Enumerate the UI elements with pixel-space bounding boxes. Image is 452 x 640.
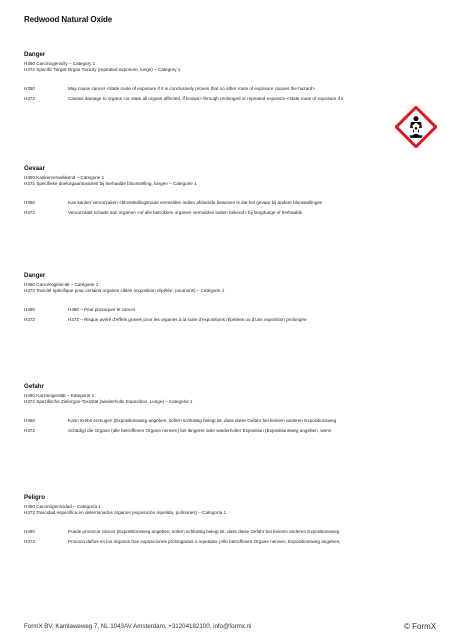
hazard-statement xyxy=(24,317,424,323)
hazard-statement xyxy=(24,529,424,535)
hazard-statement xyxy=(24,307,424,313)
hazard-code: H350 xyxy=(24,529,35,534)
classification-line: H350 Cancérogénicité – Catégorie 1 xyxy=(24,282,99,287)
signal-word: Gevaar xyxy=(24,165,45,172)
hazard-text: Veroorzaakt schade aan organen <of alle betrokken organen vermelden indien bekend> bij langdurige of herhaalde xyxy=(68,209,303,215)
hazard-code: H372 xyxy=(24,316,35,322)
classification-line: H350 Kankerverwekkend – Categorie 1 xyxy=(24,175,105,180)
hazard-statement xyxy=(24,96,424,102)
hazard-code: H350 xyxy=(24,418,35,423)
hazard-text: May cause cancer <state route of exposure if it is conclusively proven that no other route of exposure causes the hazard> xyxy=(68,86,315,91)
hazard-code: H350 xyxy=(24,307,35,312)
classification-line: H350 Carcinogenicity – Category 1 xyxy=(24,61,96,66)
hazard-statement xyxy=(24,539,424,545)
document-title: Redwood Natural Oxide xyxy=(24,15,113,24)
classification-line: H350 Carcinogenicidad – Categoría 1 xyxy=(24,504,101,509)
hazard-statement xyxy=(24,210,424,216)
hazard-code: H372 xyxy=(24,95,35,101)
hazard-statement xyxy=(24,200,424,206)
classification-line: H372 Toxicidad específica en determinados órganos (exposición repetida, pulmones) – Categoría 1 xyxy=(24,510,227,515)
classification-line: H372 Spezifische Zielorgan-Toxizität (wiederholte Exposition, Lunge) – Kategorie 1 xyxy=(24,399,193,404)
hazard-statements xyxy=(24,418,424,434)
classification-line: H350 Karzinogenität – Kategorie 1 xyxy=(24,393,95,398)
footer-address: FormX BV, Kamlaweweg 7, NL 1043AV Amsterdam, +31204182100, info@formx.nl xyxy=(24,623,252,630)
hazard-code: H350 xyxy=(24,86,35,91)
hazard-code: H372 xyxy=(24,427,35,433)
signal-word: Danger xyxy=(24,272,46,279)
classification-line: H372 Specific Target Organ Toxicity (repeated exposure, lungs) – Category 1 xyxy=(24,67,181,72)
hazard-code: H372 xyxy=(24,538,35,544)
hazard-text: Kann Krebs erzeugen (Expositionsweg angeben, sofern schlüssig belegt ist, dass diese Gefahr bei keinem anderen Expositionsweg xyxy=(68,418,337,423)
hazard-section-french xyxy=(24,272,424,326)
hazard-statements xyxy=(24,307,424,323)
signal-word: Peligro xyxy=(24,494,45,501)
hazard-text: Causes damage to organs <or state all organs affected, if known> through prolonged or repeated exposure <state route of exposure if it xyxy=(68,95,344,101)
hazard-section-german xyxy=(24,383,424,437)
hazard-statement xyxy=(24,418,424,424)
hazard-statements xyxy=(24,86,424,102)
hazard-text: H372 – Risque avéré d'effets graves pour les organes à la suite d'expositions répétées ou d'une exposition prolongée xyxy=(68,316,307,322)
footer-brand: © FormX xyxy=(404,622,437,631)
classification-line: H372 Toxicité spécifique pour certains organes cibles (exposition répétée, poumons) – Catégorie 1 xyxy=(24,288,225,293)
hazard-text: H350 – Peut provoquer le cancer xyxy=(68,307,136,312)
signal-word: Gefahr xyxy=(24,383,44,390)
hazard-section-dutch xyxy=(24,165,424,219)
signal-word: Danger xyxy=(24,51,46,58)
hazard-code: H372 xyxy=(24,209,35,215)
hazard-text: Kan kanker veroorzaken <blootstellingsroute vermelden indien afdoende bewezen is dat het gevaar bij andere blootstellingen xyxy=(68,200,323,205)
hazard-section-english xyxy=(24,51,424,105)
ghs08-health-hazard-icon xyxy=(395,106,437,148)
hazard-text: Puede provocar cáncer (Expositionsweg angeben, sofern schlüssig belegt ist, dass diese Gefahr bei keinem anderen Expositionsweg xyxy=(68,529,340,534)
hazard-code: H350 xyxy=(24,200,35,205)
classification-line: H372 Specifieke doelorgaantoxiciteit bij herhaalde blootstelling, longen – Categorie 1 xyxy=(24,181,197,186)
hazard-section-spanish xyxy=(24,494,424,548)
hazard-statement xyxy=(24,428,424,434)
hazard-text: Provoca daños en los órganos tras exposiciones prolongadas o repetidas (Alle betroffenen Organe nennen, Expositionsweg angeben, xyxy=(68,538,341,544)
hazard-statements xyxy=(24,200,424,216)
hazard-statements xyxy=(24,529,424,545)
hazard-statement xyxy=(24,86,424,92)
hazard-text: Schädigt die Organe (alle betroffenen Organe nennen) bei längerer oder wiederholter Exposition (Expositionsweg angeben, wenn xyxy=(68,427,332,433)
